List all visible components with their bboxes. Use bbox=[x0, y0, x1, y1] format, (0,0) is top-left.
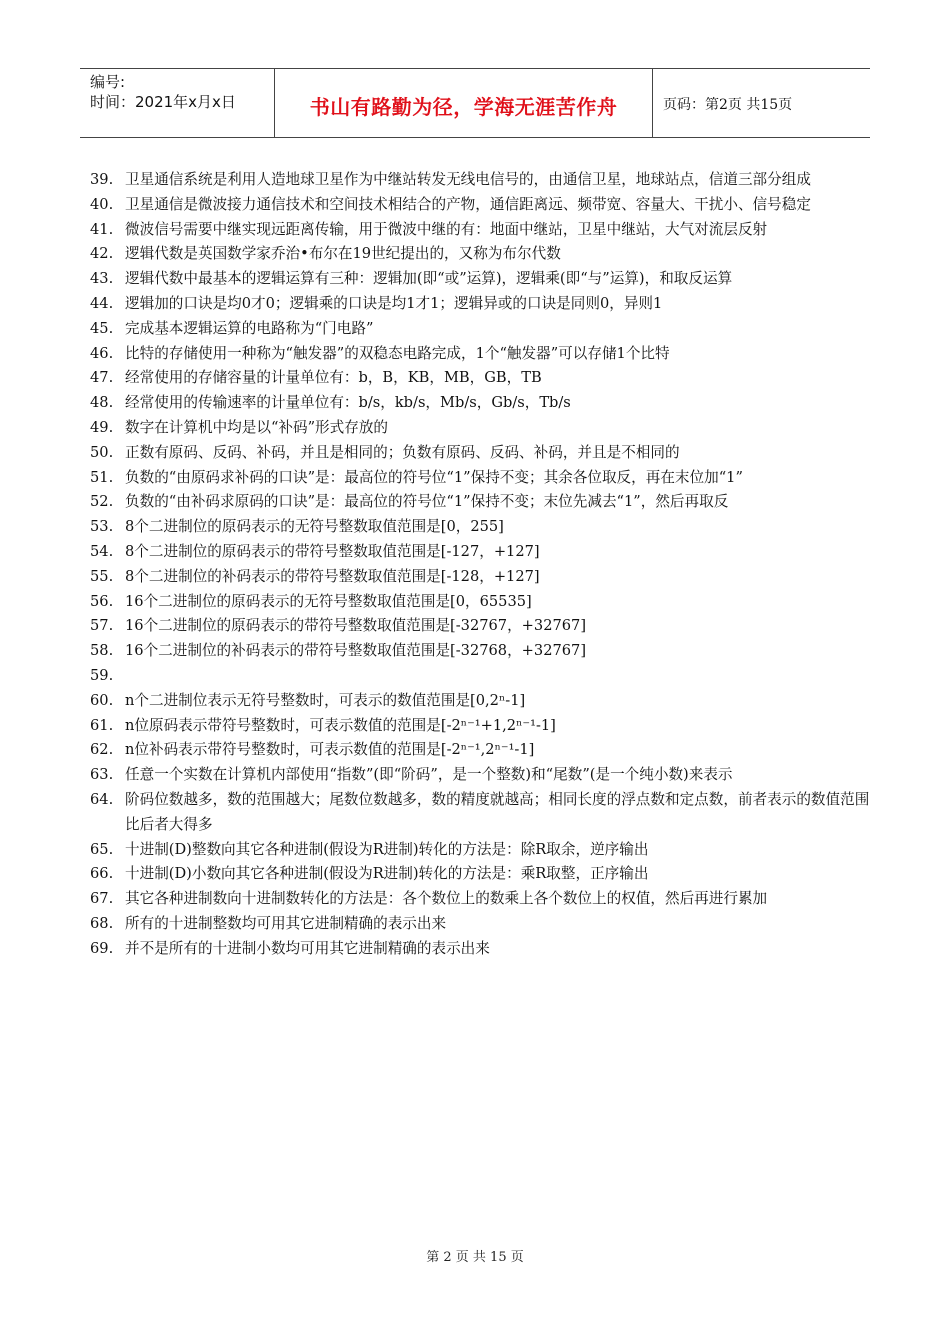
item-number: 65. bbox=[90, 840, 114, 858]
item-number: 68. bbox=[90, 914, 114, 932]
item-number: 44. bbox=[90, 294, 114, 312]
item-number: 67. bbox=[90, 890, 114, 908]
list-item bbox=[90, 441, 870, 466]
list-item bbox=[90, 416, 870, 441]
list-item bbox=[90, 639, 870, 664]
item-text: 完成基本逻辑运算的电路称为“门电路” bbox=[125, 319, 374, 337]
item-number: 54. bbox=[90, 542, 114, 560]
list-item bbox=[90, 267, 870, 292]
page-footer: 第 2 页 共 15 页 bbox=[426, 1250, 524, 1265]
list-item bbox=[90, 590, 870, 615]
item-text: 16个二进制位的原码表示的带符号整数取值范围是[-32767，+32767] bbox=[125, 617, 587, 635]
list-item bbox=[90, 242, 870, 267]
page-header bbox=[80, 68, 870, 138]
item-number: 49. bbox=[90, 418, 114, 436]
list-item bbox=[90, 490, 870, 515]
item-number: 60. bbox=[90, 691, 114, 709]
item-text: 负数的“由补码求原码的口诀”是：最高位的符号位“1”保持不变；末位先减去“1”，然后再取反 bbox=[125, 493, 729, 511]
list-item bbox=[90, 937, 870, 962]
page-info: 页码：第2页 共15页 bbox=[663, 97, 793, 113]
item-number: 55. bbox=[90, 567, 114, 585]
item-number: 56. bbox=[90, 592, 114, 610]
list-item bbox=[90, 193, 870, 218]
number-label: 编号: bbox=[90, 73, 126, 91]
item-text: 逻辑代数中最基本的逻辑运算有三种：逻辑加(即“或”运算)，逻辑乘(即“与”运算)，和取反运算 bbox=[125, 270, 733, 288]
item-number: 39. bbox=[90, 171, 114, 188]
item-text: 任意一个实数在计算机内部使用“指数”(即“阶码”，是一个整数)和“尾数”(是一个纯小数)来表示 bbox=[125, 766, 733, 784]
list-item bbox=[90, 168, 870, 193]
item-text: 并不是所有的十进制小数均可用其它进制精确的表示出来 bbox=[125, 939, 490, 957]
list-item bbox=[90, 391, 870, 416]
item-text: 比特的存储使用一种称为“触发器”的双稳态电路完成，1个“触发器”可以存储1个比特 bbox=[125, 344, 670, 362]
item-number: 43. bbox=[90, 270, 114, 288]
item-text: 8个二进制位的补码表示的带符号整数取值范围是[-128，+127] bbox=[125, 567, 540, 585]
item-text: 卫星通信系统是利用人造地球卫星作为中继站转发无线电信号的，由通信卫星，地球站点，信道三部分组成 bbox=[125, 171, 811, 188]
header-page-cell bbox=[653, 69, 870, 137]
list-item bbox=[90, 862, 870, 887]
list-item bbox=[90, 565, 870, 590]
item-number: 57. bbox=[90, 617, 114, 635]
item-text: 8个二进制位的原码表示的带符号整数取值范围是[-127，+127] bbox=[125, 542, 540, 560]
item-text: 逻辑代数是英国数学家乔治•布尔在19世纪提出的，又称为布尔代数 bbox=[125, 245, 561, 263]
item-number: 42. bbox=[90, 245, 114, 263]
header-meta-cell bbox=[80, 69, 275, 137]
list-item bbox=[90, 689, 870, 714]
item-text: n个二进制位表示无符号整数时，可表示的数值范围是[0,2ⁿ-1] bbox=[125, 691, 526, 709]
item-text: 所有的十进制整数均可用其它进制精确的表示出来 bbox=[125, 914, 447, 932]
list-item bbox=[90, 664, 870, 689]
item-number: 52. bbox=[90, 493, 114, 511]
item-number: 64. bbox=[90, 790, 114, 808]
list-item bbox=[90, 738, 870, 763]
item-number: 62. bbox=[90, 741, 114, 759]
item-text: 十进制(D)小数向其它各种进制(假设为R进制)转化的方法是：乘R取整，正序输出 bbox=[125, 865, 649, 883]
item-number: 41. bbox=[90, 220, 114, 238]
item-text: 十进制(D)整数向其它各种进制(假设为R进制)转化的方法是：除R取余，逆序输出 bbox=[125, 840, 649, 858]
item-text: 16个二进制位的原码表示的无符号整数取值范围是[0，65535] bbox=[125, 592, 532, 610]
list-item bbox=[90, 317, 870, 342]
item-number: 53. bbox=[90, 518, 114, 536]
item-text bbox=[125, 664, 870, 689]
item-text: 微波信号需要中继实现远距离传输，用于微波中继的有：地面中继站，卫星中继站，大气对流层反射 bbox=[125, 220, 768, 238]
item-text: 阶码位数越多，数的范围越大；尾数位数越多，数的精度就越高；相同长度的浮点数和定点数，前者表示的数值范围比后者大得多 bbox=[125, 790, 870, 833]
list-item bbox=[90, 366, 870, 391]
list-item bbox=[90, 342, 870, 367]
item-number: 45. bbox=[90, 319, 114, 337]
list-item bbox=[90, 714, 870, 739]
list-item bbox=[90, 540, 870, 565]
item-number: 66. bbox=[90, 865, 114, 883]
list-item bbox=[90, 292, 870, 317]
list-item bbox=[90, 912, 870, 937]
item-number: 47. bbox=[90, 369, 114, 387]
list-item bbox=[90, 763, 870, 788]
item-number: 58. bbox=[90, 642, 114, 660]
item-text: 经常使用的存储容量的计量单位有：b，B，KB，MB，GB，TB bbox=[125, 369, 542, 387]
item-text: n位原码表示带符号整数时，可表示数值的范围是[-2ⁿ⁻¹+1,2ⁿ⁻¹-1] bbox=[125, 716, 556, 734]
item-text: 正数有原码、反码、补码，并且是相同的；负数有原码、反码、补码，并且是不相同的 bbox=[125, 443, 680, 461]
list-item bbox=[90, 614, 870, 639]
item-text: 卫星通信是微波接力通信技术和空间技术相结合的产物，通信距离远、频带宽、容量大、干扰小、信号稳定 bbox=[125, 195, 811, 213]
item-number: 69. bbox=[90, 939, 114, 957]
item-text: 逻辑加的口诀是均0才0；逻辑乘的口诀是均1才1；逻辑异或的口诀是同则0，异则1 bbox=[125, 294, 663, 312]
item-number: 50. bbox=[90, 443, 114, 461]
item-text: 16个二进制位的补码表示的带符号整数取值范围是[-32768，+32767] bbox=[125, 642, 587, 660]
item-number: 48. bbox=[90, 394, 114, 412]
item-number: 61. bbox=[90, 716, 114, 734]
list-item bbox=[90, 838, 870, 863]
item-number: 40. bbox=[90, 195, 114, 213]
list-item bbox=[90, 887, 870, 912]
item-number: 46. bbox=[90, 344, 114, 362]
item-number: 63. bbox=[90, 766, 114, 784]
list-item bbox=[90, 466, 870, 491]
numbered-list bbox=[90, 168, 870, 962]
header-motto-cell bbox=[275, 69, 653, 137]
list-item bbox=[90, 788, 870, 838]
item-number: 59. bbox=[90, 666, 114, 684]
item-text: 负数的“由原码求补码的口诀”是：最高位的符号位“1”保持不变；其余各位取反，再在末位加“1” bbox=[125, 468, 743, 486]
item-text: 其它各种进制数向十进制数转化的方法是：各个数位上的数乘上各个数位上的权值，然后再进行累加 bbox=[125, 890, 768, 908]
motto: 书山有路勤为径，学海无涯苦作舟 bbox=[309, 95, 618, 119]
item-number: 51. bbox=[90, 468, 114, 486]
item-text: 8个二进制位的原码表示的无符号整数取值范围是[0，255] bbox=[125, 518, 504, 536]
time-label: 时间：2021年x月x日 bbox=[90, 93, 236, 111]
list-item bbox=[90, 515, 870, 540]
item-text: 经常使用的传输速率的计量单位有：b/s，kb/s，Mb/s，Gb/s，Tb/s bbox=[125, 394, 571, 412]
list-item bbox=[90, 218, 870, 243]
item-text: 数字在计算机中均是以“补码”形式存放的 bbox=[125, 418, 389, 436]
item-text: n位补码表示带符号整数时，可表示数值的范围是[-2ⁿ⁻¹,2ⁿ⁻¹-1] bbox=[125, 741, 535, 759]
